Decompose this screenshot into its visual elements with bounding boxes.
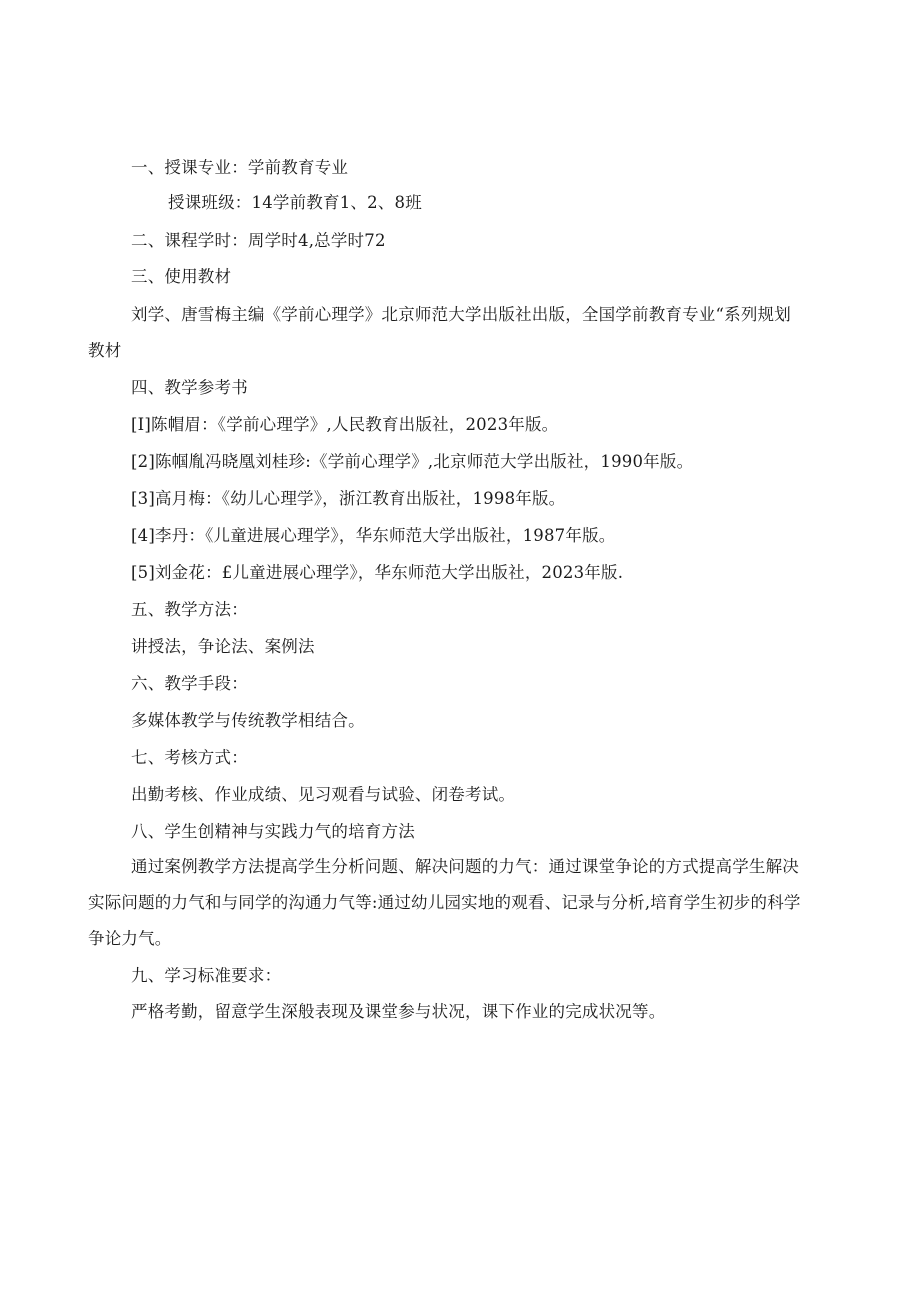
reference-item: [3]高月梅：《幼儿心理学》，浙江教育出版社，1998年版。	[131, 489, 566, 508]
reference-item: [5]刘金花：£儿童进展心理学》，华东师范大学出版社，2023年版.	[131, 563, 624, 582]
section-3-heading: 三、使用教材	[131, 267, 232, 286]
textbook-line-2: 教材	[88, 341, 122, 360]
section-6-heading: 六、教学手段：	[131, 674, 248, 693]
section-8-heading: 八、学生创精神与实践力气的培育方法	[131, 822, 415, 841]
assessment-methods: 出勤考核、作业成绩、见习观看与试验、闭卷考试。	[131, 785, 516, 804]
cultivation-line-3: 争论力气。	[88, 929, 172, 948]
class-info: 授课班级：14学前教育1、2、8班	[168, 193, 422, 212]
teaching-means: 多媒体教学与传统教学相结合。	[131, 711, 365, 730]
cultivation-line-2: 实际问题的力气和与同学的沟通力气等:通过幼儿园实地的观看、记录与分析,培育学生初步的科学	[88, 893, 801, 912]
section-4-heading: 四、教学参考书	[131, 378, 248, 397]
reference-item: [I]陈帽眉：《学前心理学》,人民教育出版社，2023年版。	[131, 415, 559, 434]
reference-item: [2]陈帼胤冯晓凰刘桂珍:《学前心理学》,北京师范大学出版社，1990年版。	[131, 452, 694, 471]
section-2-heading: 二、课程学时：周学时4,总学时72	[131, 231, 386, 250]
section-5-heading: 五、教学方法：	[131, 600, 248, 619]
learning-requirements: 严格考勤，留意学生深般表现及课堂参与状况，课下作业的完成状况等。	[131, 1002, 666, 1021]
section-7-heading: 七、考核方式：	[131, 748, 248, 767]
teaching-methods: 讲授法，争论法、案例法	[131, 637, 315, 656]
section-9-heading: 九、学习标准要求：	[131, 966, 282, 985]
cultivation-line-1: 通过案例教学方法提高学生分析问题、解决问题的力气：通过课堂争论的方式提高学生解决	[131, 857, 799, 876]
section-1-heading: 一、授课专业：学前教育专业	[131, 158, 349, 177]
reference-item: [4]李丹：《儿童进展心理学》，华东师范大学出版社，1987年版。	[131, 526, 616, 545]
textbook-line-1: 刘学、唐雪梅主编《学前心理学》北京师范大学出版社出版，全国学前教育专业“系列规划	[131, 305, 791, 324]
